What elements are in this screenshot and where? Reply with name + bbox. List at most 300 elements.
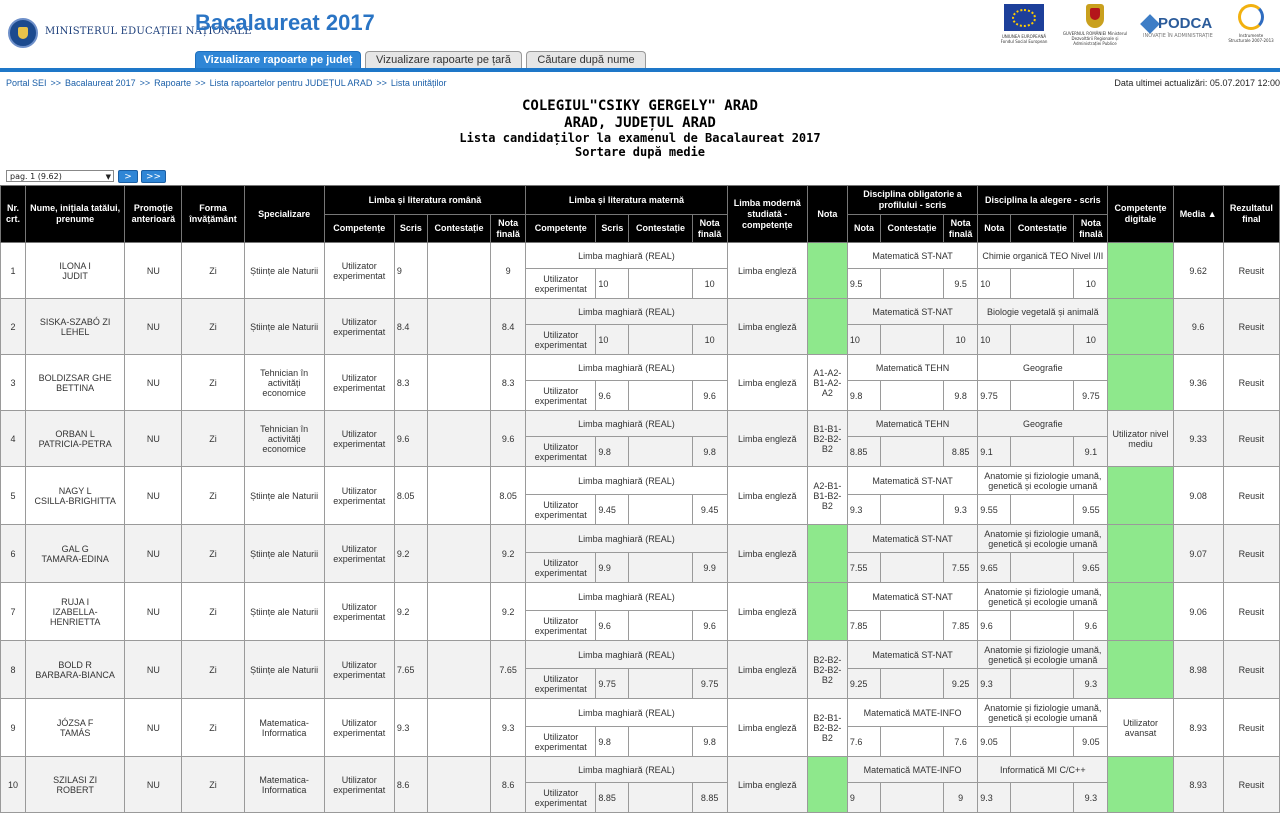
cell-media: 9.6 bbox=[1173, 299, 1223, 355]
cell-mat-subject: Limba maghiară (REAL) bbox=[526, 641, 727, 669]
cell-mat-contestatie bbox=[629, 381, 692, 411]
cell-obl-contestatie bbox=[880, 783, 943, 813]
sort-title: Sortare după medie bbox=[574, 145, 706, 159]
cell-mat-contestatie bbox=[629, 669, 692, 699]
cell-ro-competente: Utilizator experimentat bbox=[324, 699, 394, 757]
cell-nr: 3 bbox=[1, 355, 26, 411]
cell-ale-contestatie bbox=[1011, 325, 1074, 355]
cell-obl-contestatie bbox=[880, 495, 943, 525]
cell-promo: NU bbox=[125, 699, 182, 757]
cell-rezultat: Reusit bbox=[1223, 243, 1279, 299]
cell-mat-competente: Utilizator experimentat bbox=[526, 437, 596, 467]
cell-ale-subject: Chimie organică TEO Nivel I/II bbox=[978, 243, 1108, 269]
col-group-romana: Limba și literatura română bbox=[324, 186, 525, 215]
cell-spec: Matematica-Informatica bbox=[244, 757, 324, 813]
cell-ale-contestatie bbox=[1011, 611, 1074, 641]
table-row bbox=[1, 525, 1280, 553]
cell-name-line2: ROBERT bbox=[56, 784, 94, 795]
cell-nr: 10 bbox=[1, 757, 26, 813]
cell-media: 8.93 bbox=[1173, 699, 1223, 757]
breadcrumb-county-reports[interactable]: Lista rapoartelor pentru JUDEȚUL ARAD bbox=[209, 78, 373, 88]
cell-ale-nota-finala: 9.3 bbox=[1074, 783, 1108, 813]
cell-ro-scris: 7.65 bbox=[394, 641, 427, 699]
next-page-button[interactable]: > bbox=[118, 170, 138, 183]
cell-mat-nota-finala: 9.9 bbox=[692, 553, 727, 583]
cell-ro-scris: 9 bbox=[394, 243, 427, 299]
cell-media: 9.62 bbox=[1173, 243, 1223, 299]
cell-rezultat: Reusit bbox=[1223, 467, 1279, 525]
col-moderna: Limba modernă studiată - competențe bbox=[727, 186, 807, 243]
cell-ro-scris: 8.05 bbox=[394, 467, 427, 525]
cell-obl-subject: Matematică MATE-INFO bbox=[847, 699, 977, 727]
cell-obl-subject: Matematică MATE-INFO bbox=[847, 757, 977, 783]
cell-ale-contestatie bbox=[1011, 669, 1074, 699]
cell-moderna: Limba engleză bbox=[727, 525, 807, 583]
cell-ale-nota: 9.3 bbox=[978, 783, 1011, 813]
cell-mat-subject: Limba maghiară (REAL) bbox=[526, 355, 727, 381]
cell-mat-subject: Limba maghiară (REAL) bbox=[526, 583, 727, 611]
cell-obl-contestatie bbox=[880, 381, 943, 411]
cell-ro-nota-finala: 8.05 bbox=[491, 467, 526, 525]
col-nr: Nr. crt. bbox=[1, 186, 26, 243]
cell-moderna: Limba engleză bbox=[727, 411, 807, 467]
cell-promo: NU bbox=[125, 355, 182, 411]
col-obl-nota-finala: Nota finală bbox=[944, 215, 978, 243]
cell-ale-nota: 9.05 bbox=[978, 727, 1011, 757]
cell-obl-nota-finala: 8.85 bbox=[944, 437, 978, 467]
cell-spec: Științe ale Naturii bbox=[244, 299, 324, 355]
cell-ro-scris: 9.2 bbox=[394, 583, 427, 641]
cell-ale-nota: 10 bbox=[978, 325, 1011, 355]
col-forma[interactable]: Forma învățământ bbox=[182, 186, 244, 243]
cell-mat-nota-finala: 9.45 bbox=[692, 495, 727, 525]
cell-ro-scris: 9.2 bbox=[394, 525, 427, 583]
cell-mat-nota-finala: 9.8 bbox=[692, 727, 727, 757]
cell-nr: 5 bbox=[1, 467, 26, 525]
tab-country-reports[interactable]: Vizualizare rapoarte pe țară bbox=[365, 51, 522, 68]
table-row bbox=[1, 243, 1280, 269]
cell-moderna-nota bbox=[807, 757, 847, 813]
cell-name-line1: JÓZSA F bbox=[56, 717, 94, 728]
cell-moderna: Limba engleză bbox=[727, 699, 807, 757]
cell-obl-nota: 7.85 bbox=[847, 611, 880, 641]
cell-mat-scris: 9.45 bbox=[596, 495, 629, 525]
cell-mat-nota-finala: 10 bbox=[692, 325, 727, 355]
cell-promo: NU bbox=[125, 757, 182, 813]
cell-moderna-nota: A1-A2-B1-A2-A2 bbox=[807, 355, 847, 411]
cell-media: 9.08 bbox=[1173, 467, 1223, 525]
table-row bbox=[1, 411, 1280, 437]
cell-mat-contestatie bbox=[629, 437, 692, 467]
cell-name[interactable] bbox=[26, 467, 125, 525]
cell-ro-scris: 8.4 bbox=[394, 299, 427, 355]
cell-moderna: Limba engleză bbox=[727, 583, 807, 641]
cell-ale-contestatie bbox=[1011, 553, 1074, 583]
page-select[interactable]: pag. 1 (9.62) ▼ bbox=[6, 170, 114, 182]
cell-obl-nota: 9.5 bbox=[847, 269, 880, 299]
cell-mat-subject: Limba maghiară (REAL) bbox=[526, 467, 727, 495]
cell-forma: Zi bbox=[182, 299, 244, 355]
cell-rezultat: Reusit bbox=[1223, 757, 1279, 813]
cell-media: 9.07 bbox=[1173, 525, 1223, 583]
col-ro-scris: Scris bbox=[394, 215, 427, 243]
cell-forma: Zi bbox=[182, 757, 244, 813]
cell-ro-competente: Utilizator experimentat bbox=[324, 243, 394, 299]
col-media-sort[interactable]: Media ▲ bbox=[1173, 186, 1223, 243]
cell-mat-contestatie bbox=[629, 727, 692, 757]
cell-ro-competente: Utilizator experimentat bbox=[324, 411, 394, 467]
cell-spec: Matematica-Informatica bbox=[244, 699, 324, 757]
cell-obl-nota: 9.8 bbox=[847, 381, 880, 411]
cell-obl-nota: 7.6 bbox=[847, 727, 880, 757]
cell-mat-competente: Utilizator experimentat bbox=[526, 325, 596, 355]
cell-name-line1: SZILASI ZI bbox=[53, 774, 98, 785]
cell-obl-nota: 9.25 bbox=[847, 669, 880, 699]
eu-caption: UNIUNEA EUROPEANĂ Fondul Social European bbox=[1000, 34, 1048, 44]
col-ale-nota-finala: Nota finală bbox=[1074, 215, 1108, 243]
cell-obl-nota: 8.85 bbox=[847, 437, 880, 467]
col-mat-competente: Competențe bbox=[526, 215, 596, 243]
cell-name-line2: CSILLA-BRIGHITTA bbox=[34, 495, 116, 506]
cell-ro-nota-finala: 9.3 bbox=[491, 699, 526, 757]
cell-ale-contestatie bbox=[1011, 727, 1074, 757]
cell-name[interactable] bbox=[26, 757, 125, 813]
cell-ale-nota-finala: 9.65 bbox=[1074, 553, 1108, 583]
cell-mat-subject: Limba maghiară (REAL) bbox=[526, 299, 727, 325]
cell-mat-contestatie bbox=[629, 269, 692, 299]
cell-mat-scris: 10 bbox=[596, 325, 629, 355]
last-update: Data ultimei actualizări: 05.07.2017 12:00 bbox=[1114, 78, 1280, 88]
cell-digitale bbox=[1108, 583, 1173, 641]
cell-rezultat: Reusit bbox=[1223, 411, 1279, 467]
cell-mat-subject: Limba maghiară (REAL) bbox=[526, 243, 727, 269]
cell-nr: 4 bbox=[1, 411, 26, 467]
table-row bbox=[1, 583, 1280, 611]
cell-ale-nota-finala: 9.6 bbox=[1074, 611, 1108, 641]
cell-obl-subject: Matematică ST-NAT bbox=[847, 467, 977, 495]
cell-obl-contestatie bbox=[880, 669, 943, 699]
cell-ale-nota: 9.55 bbox=[978, 495, 1011, 525]
cell-digitale bbox=[1108, 299, 1173, 355]
cell-mat-contestatie bbox=[629, 495, 692, 525]
cell-ro-scris: 8.6 bbox=[394, 757, 427, 813]
cell-name[interactable] bbox=[26, 411, 125, 467]
list-title: Lista candidaților la examenul de Bacalaureat 2017 bbox=[459, 131, 821, 145]
cell-obl-subject: Matematică ST-NAT bbox=[847, 243, 977, 269]
cell-nr: 2 bbox=[1, 299, 26, 355]
cell-media: 9.36 bbox=[1173, 355, 1223, 411]
cell-media: 8.98 bbox=[1173, 641, 1223, 699]
cell-rezultat: Reusit bbox=[1223, 583, 1279, 641]
cell-ale-nota-finala: 9.55 bbox=[1074, 495, 1108, 525]
cell-mat-competente: Utilizator experimentat bbox=[526, 269, 596, 299]
cell-name[interactable] bbox=[26, 525, 125, 583]
cell-moderna-nota bbox=[807, 243, 847, 299]
cell-name[interactable] bbox=[26, 583, 125, 641]
cell-spec: Științe ale Naturii bbox=[244, 583, 324, 641]
col-ale-contestatie: Contestație bbox=[1011, 215, 1074, 243]
school-title: COLEGIUL"CSIKY GERGELY" ARAD bbox=[521, 98, 758, 114]
cell-mat-contestatie bbox=[629, 783, 692, 813]
cell-ro-contestatie bbox=[427, 525, 490, 583]
cell-name[interactable] bbox=[26, 243, 125, 299]
cell-obl-nota-finala: 7.85 bbox=[944, 611, 978, 641]
table-row bbox=[1, 467, 1280, 495]
cell-obl-nota-finala: 9.8 bbox=[944, 381, 978, 411]
cell-ro-nota-finala: 7.65 bbox=[491, 641, 526, 699]
cell-obl-subject: Matematică ST-NAT bbox=[847, 583, 977, 611]
breadcrumb-separator: >> bbox=[139, 78, 151, 88]
cell-ro-scris: 8.3 bbox=[394, 355, 427, 411]
cell-ro-nota-finala: 9.6 bbox=[491, 411, 526, 467]
podca-logo-text: PODCA bbox=[1158, 15, 1213, 32]
col-mat-contestatie: Contestație bbox=[629, 215, 692, 243]
cell-ro-contestatie bbox=[427, 299, 490, 355]
cell-name-line1: ILONA I bbox=[59, 260, 91, 271]
results-table bbox=[0, 185, 1280, 813]
tab-search-by-name[interactable]: Căutare după nume bbox=[526, 51, 646, 68]
cell-name-line1: ORBAN L bbox=[55, 428, 95, 439]
cell-moderna-nota bbox=[807, 583, 847, 641]
cell-obl-contestatie bbox=[880, 437, 943, 467]
cell-ale-subject: Anatomie și fiziologie umană, genetică și ecologie umană bbox=[978, 699, 1108, 727]
cell-digitale bbox=[1108, 757, 1173, 813]
cell-ale-nota: 9.65 bbox=[978, 553, 1011, 583]
col-obl-contestatie: Contestație bbox=[880, 215, 943, 243]
cell-ro-contestatie bbox=[427, 583, 490, 641]
cell-ale-subject: Anatomie și fiziologie umană, genetică și ecologie umană bbox=[978, 583, 1108, 611]
cell-obl-nota-finala: 7.55 bbox=[944, 553, 978, 583]
cell-forma: Zi bbox=[182, 525, 244, 583]
cell-ro-contestatie bbox=[427, 467, 490, 525]
cell-moderna-nota bbox=[807, 299, 847, 355]
breadcrumb-bacalaureat[interactable]: Bacalaureat 2017 bbox=[65, 78, 136, 88]
cell-nr: 6 bbox=[1, 525, 26, 583]
cell-name-line1: SISKA-SZABÓ ZI bbox=[39, 316, 111, 327]
col-ro-nota-finala: Nota finală bbox=[491, 215, 526, 243]
cell-nr: 7 bbox=[1, 583, 26, 641]
cell-mat-competente: Utilizator experimentat bbox=[526, 727, 596, 757]
cell-ale-nota-finala: 9.75 bbox=[1074, 381, 1108, 411]
cell-ro-nota-finala: 9 bbox=[491, 243, 526, 299]
cell-forma: Zi bbox=[182, 411, 244, 467]
cell-ale-nota-finala: 9.05 bbox=[1074, 727, 1108, 757]
cell-promo: NU bbox=[125, 467, 182, 525]
breadcrumb-separator: >> bbox=[195, 78, 206, 88]
cell-ro-contestatie bbox=[427, 243, 490, 299]
cell-ro-competente: Utilizator experimentat bbox=[324, 299, 394, 355]
col-spec[interactable]: Specializare bbox=[244, 186, 324, 243]
app-title[interactable]: Bacalaureat 2017 bbox=[195, 10, 375, 35]
cell-rezultat: Reusit bbox=[1223, 299, 1279, 355]
cell-mat-competente: Utilizator experimentat bbox=[526, 495, 596, 525]
cell-name-line2: LEHEL bbox=[60, 326, 90, 337]
cell-forma: Zi bbox=[182, 355, 244, 411]
col-mat-scris: Scris bbox=[596, 215, 629, 243]
cell-mat-scris: 9.6 bbox=[596, 381, 629, 411]
cell-ro-nota-finala: 9.2 bbox=[491, 583, 526, 641]
cell-mat-contestatie bbox=[629, 325, 692, 355]
school-location: ARAD, JUDEȚUL ARAD bbox=[564, 115, 716, 131]
cell-mat-nota-finala: 9.75 bbox=[692, 669, 727, 699]
cell-mat-subject: Limba maghiară (REAL) bbox=[526, 699, 727, 727]
cell-obl-contestatie bbox=[880, 611, 943, 641]
cell-mat-subject: Limba maghiară (REAL) bbox=[526, 525, 727, 553]
cell-nr: 9 bbox=[1, 699, 26, 757]
cell-digitale: Utilizator avansat bbox=[1108, 699, 1173, 757]
cell-ro-nota-finala: 8.6 bbox=[491, 757, 526, 813]
cell-ro-competente: Utilizator experimentat bbox=[324, 355, 394, 411]
eu-stars-icon bbox=[1012, 9, 1036, 27]
col-name[interactable]: Nume, inițiala tatălui, prenume bbox=[26, 186, 125, 243]
cell-digitale bbox=[1108, 641, 1173, 699]
cell-forma: Zi bbox=[182, 467, 244, 525]
cell-obl-contestatie bbox=[880, 727, 943, 757]
col-ro-competente: Competențe bbox=[324, 215, 394, 243]
cell-obl-nota-finala: 10 bbox=[944, 325, 978, 355]
cell-ale-nota: 9.3 bbox=[978, 669, 1011, 699]
podca-logo-icon bbox=[1140, 14, 1160, 34]
cell-mat-competente: Utilizator experimentat bbox=[526, 381, 596, 411]
table-row bbox=[1, 641, 1280, 669]
cell-name[interactable] bbox=[26, 641, 125, 699]
cell-name[interactable] bbox=[26, 299, 125, 355]
cell-name-line2: IZABELLA-HENRIETTA bbox=[49, 606, 101, 627]
cell-moderna: Limba engleză bbox=[727, 467, 807, 525]
cell-promo: NU bbox=[125, 641, 182, 699]
cell-mat-competente: Utilizator experimentat bbox=[526, 669, 596, 699]
cell-ale-contestatie bbox=[1011, 783, 1074, 813]
tab-county-reports[interactable]: Vizualizare rapoarte pe județ bbox=[195, 51, 361, 68]
breadcrumb-separator: >> bbox=[50, 78, 62, 88]
cell-obl-contestatie bbox=[880, 269, 943, 299]
cell-ale-contestatie bbox=[1011, 495, 1074, 525]
cell-ro-competente: Utilizator experimentat bbox=[324, 467, 394, 525]
cell-mat-scris: 9.9 bbox=[596, 553, 629, 583]
last-page-button[interactable]: >> bbox=[141, 170, 166, 183]
structural-instruments-logo-icon bbox=[1238, 4, 1264, 30]
cell-mat-contestatie bbox=[629, 553, 692, 583]
cell-name-line2: JUDIT bbox=[62, 270, 88, 281]
cell-moderna-nota: B2-B1-B2-B2-B2 bbox=[807, 699, 847, 757]
cell-name-line2: BARBARA-BIANCA bbox=[35, 669, 115, 680]
col-rezultat[interactable]: Rezultatul final bbox=[1223, 186, 1279, 243]
site-header bbox=[0, 0, 1280, 70]
cell-ale-subject: Geografie bbox=[978, 355, 1108, 381]
cell-moderna-nota bbox=[807, 525, 847, 583]
cell-name[interactable] bbox=[26, 355, 125, 411]
cell-obl-nota-finala: 9.25 bbox=[944, 669, 978, 699]
cell-ro-competente: Utilizator experimentat bbox=[324, 641, 394, 699]
cell-ro-competente: Utilizator experimentat bbox=[324, 525, 394, 583]
cell-mat-scris: 10 bbox=[596, 269, 629, 299]
ministry-name: MINISTERUL EDUCAȚIEI NAȚIONALE bbox=[45, 26, 252, 37]
cell-name-line1: BOLDIZSAR GHE bbox=[38, 372, 112, 383]
cell-name-line2: TAMÁS bbox=[59, 727, 91, 738]
col-ale-nota: Nota bbox=[978, 215, 1011, 243]
header-divider bbox=[0, 68, 1280, 72]
cell-ro-nota-finala: 8.4 bbox=[491, 299, 526, 355]
cell-promo: NU bbox=[125, 243, 182, 299]
cell-mat-subject: Limba maghiară (REAL) bbox=[526, 411, 727, 437]
cell-ale-nota: 10 bbox=[978, 269, 1011, 299]
cell-ro-contestatie bbox=[427, 641, 490, 699]
cell-ale-contestatie bbox=[1011, 269, 1074, 299]
cell-moderna: Limba engleză bbox=[727, 355, 807, 411]
cell-spec: Științe ale Naturii bbox=[244, 641, 324, 699]
table-row bbox=[1, 757, 1280, 783]
breadcrumb-portal-sei[interactable]: Portal SEI bbox=[6, 78, 47, 88]
col-digitale: Competențe digitale bbox=[1108, 186, 1173, 243]
breadcrumb-separator: >> bbox=[376, 78, 387, 88]
col-ro-contestatie: Contestație bbox=[427, 215, 490, 243]
cell-obl-subject: Matematică TEHN bbox=[847, 355, 977, 381]
cell-obl-subject: Matematică ST-NAT bbox=[847, 525, 977, 553]
cell-spec: Tehnician în activități economice bbox=[244, 355, 324, 411]
cell-mat-nota-finala: 9.8 bbox=[692, 437, 727, 467]
breadcrumb-units[interactable]: Lista unităților bbox=[390, 78, 447, 88]
government-caption: GUVERNUL ROMÂNIEI Ministerul Dezvoltării Regionale și Administrației Publice bbox=[1062, 31, 1128, 46]
cell-name-line2: PATRICIA-PETRA bbox=[38, 438, 112, 449]
cell-mat-nota-finala: 9.6 bbox=[692, 611, 727, 641]
cell-mat-nota-finala: 9.6 bbox=[692, 381, 727, 411]
cell-name-line1: BOLD R bbox=[58, 659, 92, 670]
cell-name[interactable] bbox=[26, 699, 125, 757]
cell-ro-scris: 9.6 bbox=[394, 411, 427, 467]
cell-ro-contestatie bbox=[427, 699, 490, 757]
cell-promo: NU bbox=[125, 583, 182, 641]
col-obl-nota: Nota bbox=[847, 215, 880, 243]
cell-promo: NU bbox=[125, 411, 182, 467]
cell-spec: Științe ale Naturii bbox=[244, 525, 324, 583]
cell-ale-nota-finala: 10 bbox=[1074, 325, 1108, 355]
breadcrumb-rapoarte[interactable]: Rapoarte bbox=[154, 78, 192, 88]
cell-digitale bbox=[1108, 243, 1173, 299]
cell-media: 9.06 bbox=[1173, 583, 1223, 641]
cell-name-line2: BETTINA bbox=[56, 382, 95, 393]
cell-promo: NU bbox=[125, 525, 182, 583]
cell-name-line1: GAL G bbox=[61, 543, 89, 554]
cell-ale-nota: 9.1 bbox=[978, 437, 1011, 467]
cell-moderna: Limba engleză bbox=[727, 641, 807, 699]
cell-mat-subject: Limba maghiară (REAL) bbox=[526, 757, 727, 783]
structural-instruments-caption: Instrumente Structurale 2007-2013 bbox=[1228, 33, 1274, 43]
cell-mat-scris: 9.8 bbox=[596, 727, 629, 757]
cell-mat-scris: 9.6 bbox=[596, 611, 629, 641]
cell-obl-subject: Matematică TEHN bbox=[847, 411, 977, 437]
col-promo[interactable]: Promoție anterioară bbox=[125, 186, 182, 243]
cell-obl-nota-finala: 9.3 bbox=[944, 495, 978, 525]
cell-rezultat: Reusit bbox=[1223, 355, 1279, 411]
cell-ale-contestatie bbox=[1011, 381, 1074, 411]
cell-obl-nota: 7.55 bbox=[847, 553, 880, 583]
cell-mat-scris: 8.85 bbox=[596, 783, 629, 813]
cell-ale-subject: Anatomie și fiziologie umană, genetică și ecologie umană bbox=[978, 525, 1108, 553]
cell-spec: Științe ale Naturii bbox=[244, 467, 324, 525]
cell-ro-contestatie bbox=[427, 411, 490, 467]
col-nota: Nota bbox=[807, 186, 847, 243]
cell-ale-nota: 9.6 bbox=[978, 611, 1011, 641]
cell-obl-contestatie bbox=[880, 553, 943, 583]
cell-digitale bbox=[1108, 355, 1173, 411]
cell-mat-competente: Utilizator experimentat bbox=[526, 611, 596, 641]
cell-media: 9.33 bbox=[1173, 411, 1223, 467]
cell-mat-scris: 9.75 bbox=[596, 669, 629, 699]
cell-moderna: Limba engleză bbox=[727, 299, 807, 355]
cell-mat-nota-finala: 8.85 bbox=[692, 783, 727, 813]
cell-name-line2: TAMARA-EDINA bbox=[41, 553, 109, 564]
cell-ro-nota-finala: 8.3 bbox=[491, 355, 526, 411]
